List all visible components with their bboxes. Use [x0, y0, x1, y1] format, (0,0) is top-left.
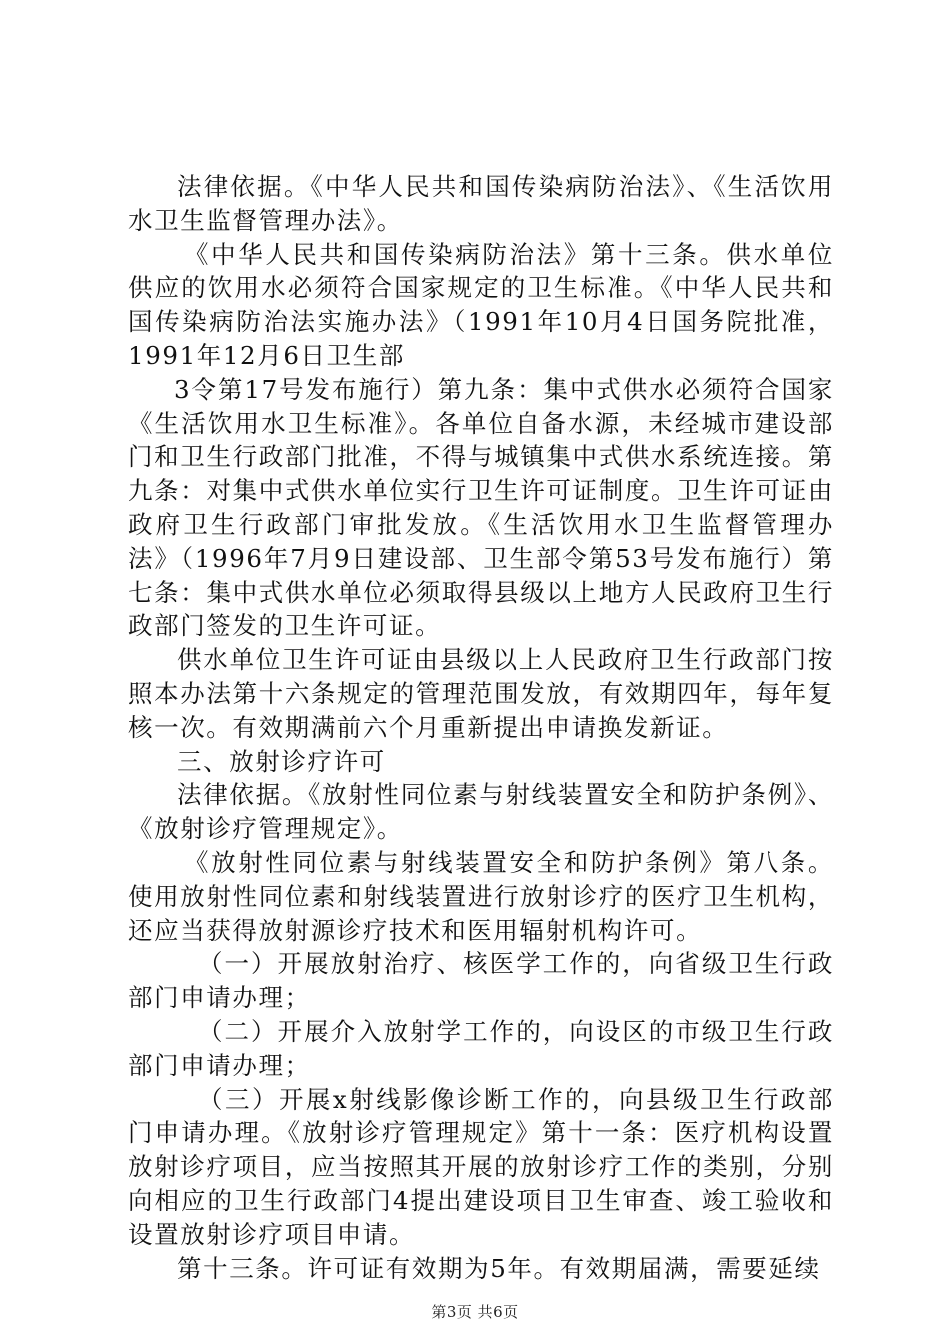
paragraph-order-17: 3令第17号发布施行）第九条：集中式供水必须符合国家《生活饮用水卫生标准》。各单位自备水源，未经城市建设部门和卫生行政部门批准，不得与城镇集中式供水系统连接。第九条：对集中式供水单位实行卫生许可证制度。卫生许可证由政府卫生行政部门审批发放。《生活饮用水卫生监督管理办法》（1996年7月9日建设部、卫生部令第53号发布施行）第七条：集中式供水单位必须取得县级以上地方人民政府卫生行政部门签发的卫生许可证。 [128, 374, 834, 641]
list-item-municipal: （二）开展介入放射学工作的，向设区的市级卫生行政部门申请办理； [128, 1016, 834, 1080]
paragraph-infectious-disease-law: 《中华人民共和国传染病防治法》第十三条。供水单位供应的饮用水必须符合国家规定的卫生标准。《中华人民共和国传染病防治法实施办法》（1991年10月4日国务院批准，1991年12月6日卫生部 [128, 239, 834, 370]
paragraph-legal-basis-water: 法律依据。《中华人民共和国传染病防治法》、《生活饮用水卫生监督管理办法》。 [128, 172, 834, 235]
page-number-footer: 第3页 共6页 [431, 1303, 519, 1321]
list-item-county: （三）开展x射线影像诊断工作的，向县级卫生行政部门申请办理。《放射诊疗管理规定》第十一条：医疗机构设置放射诊疗项目，应当按照其开展的放射诊疗工作的类别，分别向相应的卫生行政部门4提出建设项目卫生审查、竣工验收和设置放射诊疗项目申请。 [128, 1084, 834, 1249]
paragraph-license-validity: 供水单位卫生许可证由县级以上人民政府卫生行政部门按照本办法第十六条规定的管理范围发放，有效期四年，每年复核一次。有效期满前六个月重新提出申请换发新证。 [128, 645, 834, 742]
paragraph-legal-basis-radiology: 法律依据。《放射性同位素与射线装置安全和防护条例》、《放射诊疗管理规定》。 [128, 780, 834, 844]
paragraph-radiation-regulation: 《放射性同位素与射线装置安全和防护条例》第八条。使用放射性同位素和射线装置进行放射诊疗的医疗卫生机构，还应当获得放射源诊疗技术和医用辐射机构许可。 [128, 847, 834, 945]
list-item-provincial: （一）开展放射治疗、核医学工作的，向省级卫生行政部门申请办理； [128, 949, 834, 1013]
paragraph-article-13: 第十三条。许可证有效期为5年。有效期届满，需要延续 [177, 1253, 821, 1283]
section-heading-radiology-license: 三、放射诊疗许可 [177, 746, 386, 776]
document-body [128, 170, 834, 1285]
